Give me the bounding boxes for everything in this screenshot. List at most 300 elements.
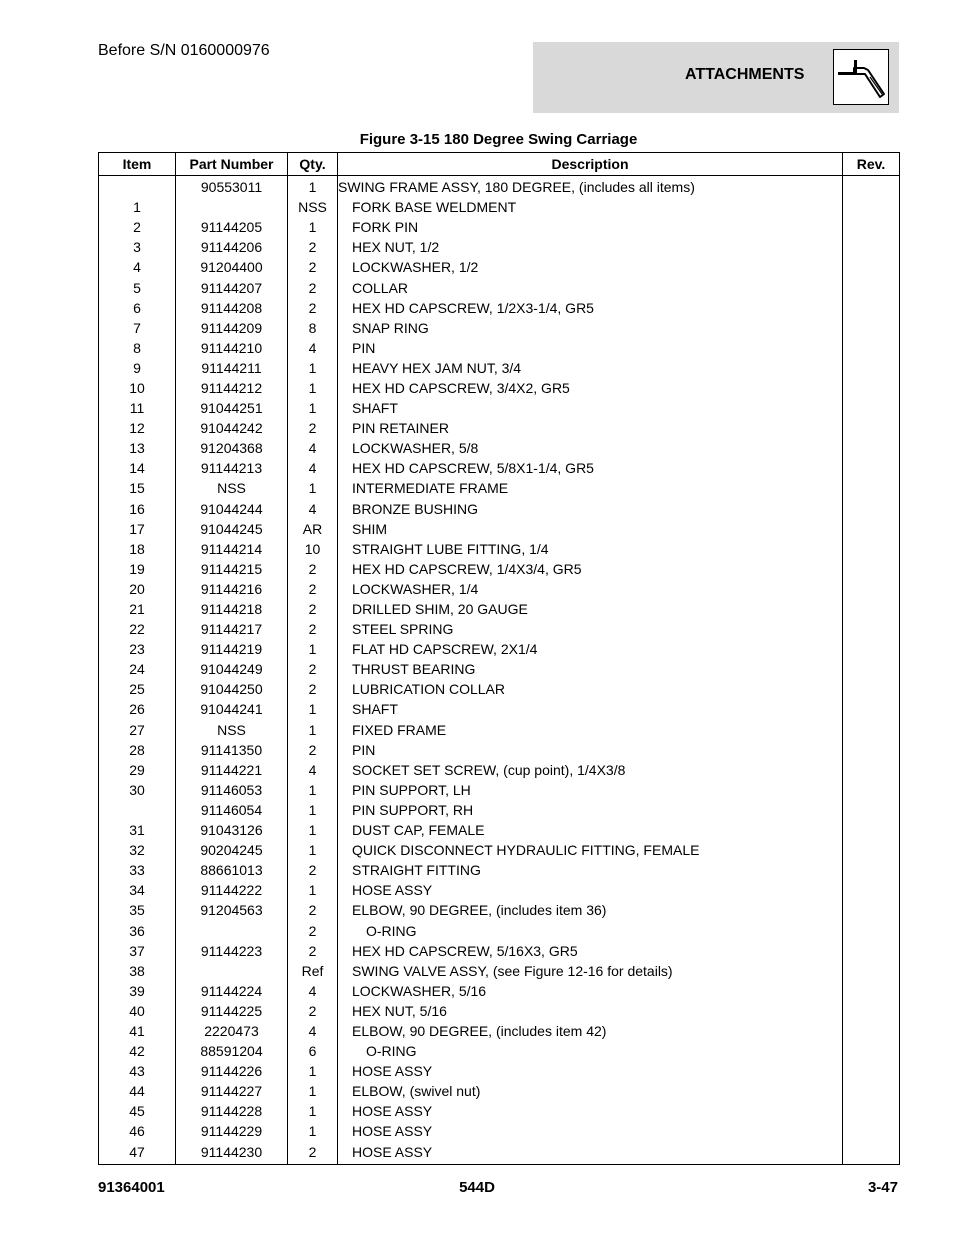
cell-item <box>99 176 176 198</box>
description-text: FORK PIN <box>352 219 419 236</box>
cell-part-number: 91044244 <box>176 499 288 519</box>
table-row <box>99 780 900 800</box>
cell-part-number: 91144209 <box>176 318 288 338</box>
table-row <box>99 720 900 740</box>
table-row <box>99 820 900 840</box>
forklift-attachment-icon <box>833 49 889 105</box>
cell-part-number: 88591204 <box>176 1041 288 1061</box>
cell-item: 19 <box>99 559 176 579</box>
cell-qty: 2 <box>288 418 338 438</box>
description-text: STRAIGHT FITTING <box>352 862 481 879</box>
cell-part-number: 90204245 <box>176 840 288 860</box>
cell-rev <box>843 820 900 840</box>
cell-description <box>338 519 843 539</box>
description-text: HOSE ASSY <box>352 1103 433 1120</box>
cell-description <box>338 378 843 398</box>
cell-part-number: 91144212 <box>176 378 288 398</box>
table-row <box>99 378 900 398</box>
cell-item: 30 <box>99 780 176 800</box>
cell-rev <box>843 760 900 780</box>
cell-description <box>338 840 843 860</box>
cell-rev <box>843 699 900 719</box>
cell-rev <box>843 961 900 981</box>
cell-part-number: 91144206 <box>176 237 288 257</box>
cell-qty: 4 <box>288 338 338 358</box>
cell-part-number: 91144210 <box>176 338 288 358</box>
cell-description <box>338 1061 843 1081</box>
table-row <box>99 1021 900 1041</box>
cell-part-number: 91144229 <box>176 1121 288 1141</box>
cell-item: 31 <box>99 820 176 840</box>
cell-item: 34 <box>99 880 176 900</box>
cell-description <box>338 1041 843 1061</box>
cell-rev <box>843 1001 900 1021</box>
cell-qty: 2 <box>288 619 338 639</box>
cell-item: 43 <box>99 1061 176 1081</box>
cell-item <box>99 800 176 820</box>
cell-description <box>338 659 843 679</box>
cell-rev <box>843 720 900 740</box>
cell-description <box>338 699 843 719</box>
cell-part-number: 91144211 <box>176 358 288 378</box>
cell-description <box>338 499 843 519</box>
table-row <box>99 900 900 920</box>
table-row <box>99 257 900 277</box>
cell-rev <box>843 900 900 920</box>
serial-number-note: Before S/N 0160000976 <box>98 42 270 59</box>
table-row <box>99 217 900 237</box>
table-row <box>99 458 900 478</box>
cell-item: 29 <box>99 760 176 780</box>
table-row <box>99 559 900 579</box>
description-text: PIN <box>352 741 376 758</box>
cell-description <box>338 981 843 1001</box>
description-text: THRUST BEARING <box>352 661 476 678</box>
cell-item: 20 <box>99 579 176 599</box>
cell-rev <box>843 599 900 619</box>
cell-qty: 2 <box>288 237 338 257</box>
cell-qty: 4 <box>288 438 338 458</box>
cell-description <box>338 1142 843 1165</box>
description-text: BRONZE BUSHING <box>352 500 479 517</box>
cell-rev <box>843 860 900 880</box>
cell-rev <box>843 679 900 699</box>
table-row <box>99 880 900 900</box>
table-header-row <box>99 153 900 176</box>
cell-description <box>338 197 843 217</box>
cell-item: 7 <box>99 318 176 338</box>
section-title: ATTACHMENTS <box>685 66 805 83</box>
description-text: DUST CAP, FEMALE <box>352 822 485 839</box>
cell-item: 23 <box>99 639 176 659</box>
cell-part-number: 91141350 <box>176 740 288 760</box>
cell-rev <box>843 619 900 639</box>
description-text: STRAIGHT LUBE FITTING, 1/4 <box>352 540 549 557</box>
cell-rev <box>843 559 900 579</box>
cell-rev <box>843 176 900 198</box>
cell-qty: 2 <box>288 659 338 679</box>
cell-rev <box>843 639 900 659</box>
cell-qty: 4 <box>288 981 338 1001</box>
cell-part-number <box>176 961 288 981</box>
description-text: SWING FRAME ASSY, 180 DEGREE, (includes all items) <box>338 179 695 196</box>
description-text: FIXED FRAME <box>352 721 447 738</box>
cell-description <box>338 760 843 780</box>
parts-table <box>98 152 900 1165</box>
cell-item: 42 <box>99 1041 176 1061</box>
cell-part-number: 91044251 <box>176 398 288 418</box>
cell-qty: 1 <box>288 639 338 659</box>
table-row <box>99 197 900 217</box>
cell-description <box>338 579 843 599</box>
cell-item: 1 <box>99 197 176 217</box>
cell-rev <box>843 941 900 961</box>
cell-part-number: 91144218 <box>176 599 288 619</box>
table-row <box>99 961 900 981</box>
cell-description <box>338 418 843 438</box>
cell-part-number: 91144215 <box>176 559 288 579</box>
cell-part-number: 88661013 <box>176 860 288 880</box>
cell-part-number: 91144227 <box>176 1081 288 1101</box>
parts-table-body <box>99 176 900 1165</box>
description-text: HEX HD CAPSCREW, 5/8X1-1/4, GR5 <box>352 460 594 477</box>
cell-rev <box>843 579 900 599</box>
cell-part-number: 91043126 <box>176 820 288 840</box>
cell-item: 5 <box>99 277 176 297</box>
table-row <box>99 740 900 760</box>
cell-rev <box>843 418 900 438</box>
cell-qty: 8 <box>288 318 338 338</box>
cell-description <box>338 780 843 800</box>
description-text: STEEL SPRING <box>352 621 454 638</box>
cell-rev <box>843 398 900 418</box>
cell-qty: 1 <box>288 1081 338 1101</box>
cell-qty: 4 <box>288 458 338 478</box>
cell-part-number: 91146053 <box>176 780 288 800</box>
cell-qty: 6 <box>288 1041 338 1061</box>
cell-item: 33 <box>99 860 176 880</box>
cell-part-number: 91144224 <box>176 981 288 1001</box>
cell-part-number: 91044241 <box>176 699 288 719</box>
column-header-item: Item <box>99 153 176 176</box>
description-text: PIN <box>352 339 376 356</box>
description-text: LOCKWASHER, 5/8 <box>352 440 479 457</box>
cell-description <box>338 1101 843 1121</box>
cell-part-number: 91144208 <box>176 298 288 318</box>
description-text: ELBOW, 90 DEGREE, (includes item 42) <box>352 1022 607 1039</box>
table-row <box>99 438 900 458</box>
cell-description <box>338 478 843 498</box>
table-row <box>99 760 900 780</box>
cell-qty: 2 <box>288 860 338 880</box>
cell-description <box>338 1121 843 1141</box>
cell-part-number: 91044242 <box>176 418 288 438</box>
cell-qty: 2 <box>288 920 338 940</box>
description-text: HOSE ASSY <box>352 1123 433 1140</box>
table-row <box>99 1001 900 1021</box>
cell-rev <box>843 1041 900 1061</box>
section-header <box>533 42 899 113</box>
cell-qty: 1 <box>288 699 338 719</box>
cell-qty: 2 <box>288 257 338 277</box>
cell-description <box>338 559 843 579</box>
table-row <box>99 920 900 940</box>
cell-qty: 4 <box>288 1021 338 1041</box>
description-text: LOCKWASHER, 5/16 <box>352 982 487 999</box>
cell-item: 15 <box>99 478 176 498</box>
cell-rev <box>843 458 900 478</box>
column-header-part-number: Part Number <box>176 153 288 176</box>
table-row <box>99 981 900 1001</box>
description-text: SHAFT <box>352 400 398 417</box>
cell-item: 41 <box>99 1021 176 1041</box>
cell-qty: AR <box>288 519 338 539</box>
cell-item: 45 <box>99 1101 176 1121</box>
description-text: HOSE ASSY <box>352 1063 433 1080</box>
cell-part-number: 91144225 <box>176 1001 288 1021</box>
column-header-description: Description <box>338 153 843 176</box>
table-row <box>99 579 900 599</box>
cell-qty: 2 <box>288 1142 338 1165</box>
cell-part-number: 91144223 <box>176 941 288 961</box>
cell-rev <box>843 740 900 760</box>
cell-item: 9 <box>99 358 176 378</box>
cell-item: 8 <box>99 338 176 358</box>
cell-rev <box>843 840 900 860</box>
cell-part-number: 91144207 <box>176 277 288 297</box>
cell-item: 47 <box>99 1142 176 1165</box>
cell-qty: 2 <box>288 277 338 297</box>
cell-description <box>338 318 843 338</box>
cell-rev <box>843 438 900 458</box>
cell-description <box>338 920 843 940</box>
description-text: PIN SUPPORT, LH <box>352 781 471 798</box>
cell-qty: 2 <box>288 559 338 579</box>
cell-part-number: 91144214 <box>176 539 288 559</box>
cell-item: 36 <box>99 920 176 940</box>
cell-part-number <box>176 920 288 940</box>
cell-qty: 1 <box>288 358 338 378</box>
cell-rev <box>843 920 900 940</box>
cell-description <box>338 398 843 418</box>
column-header-rev: Rev. <box>843 153 900 176</box>
cell-description <box>338 176 843 198</box>
cell-item: 38 <box>99 961 176 981</box>
cell-qty: Ref <box>288 961 338 981</box>
cell-item: 26 <box>99 699 176 719</box>
cell-qty: 1 <box>288 1121 338 1141</box>
cell-item: 4 <box>99 257 176 277</box>
cell-qty: 2 <box>288 679 338 699</box>
description-text: PIN SUPPORT, RH <box>352 801 474 818</box>
table-row <box>99 619 900 639</box>
cell-item: 10 <box>99 378 176 398</box>
table-row <box>99 1081 900 1101</box>
description-text: FORK BASE WELDMENT <box>352 199 517 216</box>
table-row <box>99 1101 900 1121</box>
cell-description <box>338 679 843 699</box>
cell-item: 32 <box>99 840 176 860</box>
description-text: ELBOW, (swivel nut) <box>352 1083 481 1100</box>
cell-rev <box>843 197 900 217</box>
cell-qty: 1 <box>288 398 338 418</box>
cell-item: 3 <box>99 237 176 257</box>
cell-description <box>338 639 843 659</box>
cell-rev <box>843 880 900 900</box>
description-text: COLLAR <box>352 279 409 296</box>
cell-part-number: 91144226 <box>176 1061 288 1081</box>
cell-part-number: NSS <box>176 720 288 740</box>
cell-description <box>338 237 843 257</box>
cell-qty: 2 <box>288 298 338 318</box>
cell-rev <box>843 338 900 358</box>
cell-description <box>338 740 843 760</box>
table-row <box>99 860 900 880</box>
cell-qty: 2 <box>288 579 338 599</box>
cell-qty: 1 <box>288 800 338 820</box>
cell-rev <box>843 800 900 820</box>
table-row <box>99 1142 900 1165</box>
cell-description <box>338 599 843 619</box>
cell-qty: 1 <box>288 478 338 498</box>
cell-rev <box>843 478 900 498</box>
description-text: PIN RETAINER <box>352 420 449 437</box>
description-text: SHIM <box>352 520 387 537</box>
cell-part-number: 91204400 <box>176 257 288 277</box>
cell-qty: 1 <box>288 378 338 398</box>
cell-item: 25 <box>99 679 176 699</box>
cell-rev <box>843 277 900 297</box>
description-text: SNAP RING <box>352 319 429 336</box>
cell-rev <box>843 1061 900 1081</box>
cell-qty: NSS <box>288 197 338 217</box>
table-row <box>99 840 900 860</box>
table-row <box>99 1041 900 1061</box>
cell-description <box>338 1021 843 1041</box>
cell-description <box>338 217 843 237</box>
cell-item: 24 <box>99 659 176 679</box>
cell-part-number: 91144219 <box>176 639 288 659</box>
table-row <box>99 941 900 961</box>
cell-item: 14 <box>99 458 176 478</box>
cell-description <box>338 277 843 297</box>
description-text: HEX NUT, 5/16 <box>352 1002 447 1019</box>
description-text: HEX HD CAPSCREW, 5/16X3, GR5 <box>352 942 578 959</box>
description-text: HEX HD CAPSCREW, 1/4X3/4, GR5 <box>352 560 582 577</box>
cell-qty: 4 <box>288 760 338 780</box>
description-text: LUBRICATION COLLAR <box>352 681 505 698</box>
cell-qty: 1 <box>288 1061 338 1081</box>
table-row <box>99 418 900 438</box>
cell-part-number: 91146054 <box>176 800 288 820</box>
description-text: LOCKWASHER, 1/4 <box>352 580 479 597</box>
cell-description <box>338 1081 843 1101</box>
cell-qty: 2 <box>288 740 338 760</box>
cell-description <box>338 338 843 358</box>
cell-qty: 1 <box>288 720 338 740</box>
description-text: HEX NUT, 1/2 <box>352 239 440 256</box>
cell-description <box>338 860 843 880</box>
cell-qty: 4 <box>288 499 338 519</box>
cell-part-number: 91204368 <box>176 438 288 458</box>
description-text: DRILLED SHIM, 20 GAUGE <box>352 601 528 618</box>
description-text: ELBOW, 90 DEGREE, (includes item 36) <box>352 902 607 919</box>
cell-description <box>338 619 843 639</box>
description-text: QUICK DISCONNECT HYDRAULIC FITTING, FEMALE <box>352 842 700 859</box>
table-row <box>99 639 900 659</box>
cell-item: 27 <box>99 720 176 740</box>
cell-description <box>338 539 843 559</box>
cell-part-number: 91144228 <box>176 1101 288 1121</box>
cell-qty: 1 <box>288 217 338 237</box>
cell-item: 12 <box>99 418 176 438</box>
description-text: SOCKET SET SCREW, (cup point), 1/4X3/8 <box>352 761 626 778</box>
description-text: HOSE ASSY <box>352 882 433 899</box>
cell-item: 22 <box>99 619 176 639</box>
cell-rev <box>843 981 900 1001</box>
description-text: LOCKWASHER, 1/2 <box>352 259 479 276</box>
cell-rev <box>843 499 900 519</box>
cell-part-number: 91204563 <box>176 900 288 920</box>
cell-item: 17 <box>99 519 176 539</box>
cell-part-number: 91144217 <box>176 619 288 639</box>
cell-rev <box>843 378 900 398</box>
cell-description <box>338 880 843 900</box>
footer-page-number: 3-47 <box>867 1179 898 1196</box>
description-text: O-RING <box>366 1043 417 1060</box>
cell-item: 46 <box>99 1121 176 1141</box>
cell-part-number: 91144213 <box>176 458 288 478</box>
cell-qty: 1 <box>288 780 338 800</box>
cell-rev <box>843 1121 900 1141</box>
cell-description <box>338 800 843 820</box>
description-text: INTERMEDIATE FRAME <box>352 480 509 497</box>
table-row <box>99 659 900 679</box>
footer-model: 544D <box>459 1179 495 1196</box>
table-row <box>99 298 900 318</box>
footer-doc-number: 91364001 <box>98 1179 165 1196</box>
cell-part-number: 91144230 <box>176 1142 288 1165</box>
table-row <box>99 539 900 559</box>
cell-description <box>338 961 843 981</box>
cell-rev <box>843 217 900 237</box>
cell-description <box>338 298 843 318</box>
cell-qty: 1 <box>288 1101 338 1121</box>
cell-part-number: 91144205 <box>176 217 288 237</box>
table-row <box>99 358 900 378</box>
cell-qty: 1 <box>288 840 338 860</box>
cell-rev <box>843 1081 900 1101</box>
cell-rev <box>843 298 900 318</box>
cell-description <box>338 257 843 277</box>
cell-description <box>338 720 843 740</box>
description-text: HEX HD CAPSCREW, 1/2X3-1/4, GR5 <box>352 299 594 316</box>
cell-item: 35 <box>99 900 176 920</box>
table-row <box>99 1061 900 1081</box>
table-row <box>99 519 900 539</box>
description-text: SHAFT <box>352 701 398 718</box>
table-row <box>99 318 900 338</box>
cell-part-number: 2220473 <box>176 1021 288 1041</box>
table-row <box>99 237 900 257</box>
cell-qty: 2 <box>288 941 338 961</box>
cell-part-number: 91144216 <box>176 579 288 599</box>
description-text: HEX HD CAPSCREW, 3/4X2, GR5 <box>352 379 570 396</box>
cell-part-number: 91144222 <box>176 880 288 900</box>
table-row <box>99 699 900 719</box>
cell-qty: 1 <box>288 880 338 900</box>
table-row <box>99 338 900 358</box>
